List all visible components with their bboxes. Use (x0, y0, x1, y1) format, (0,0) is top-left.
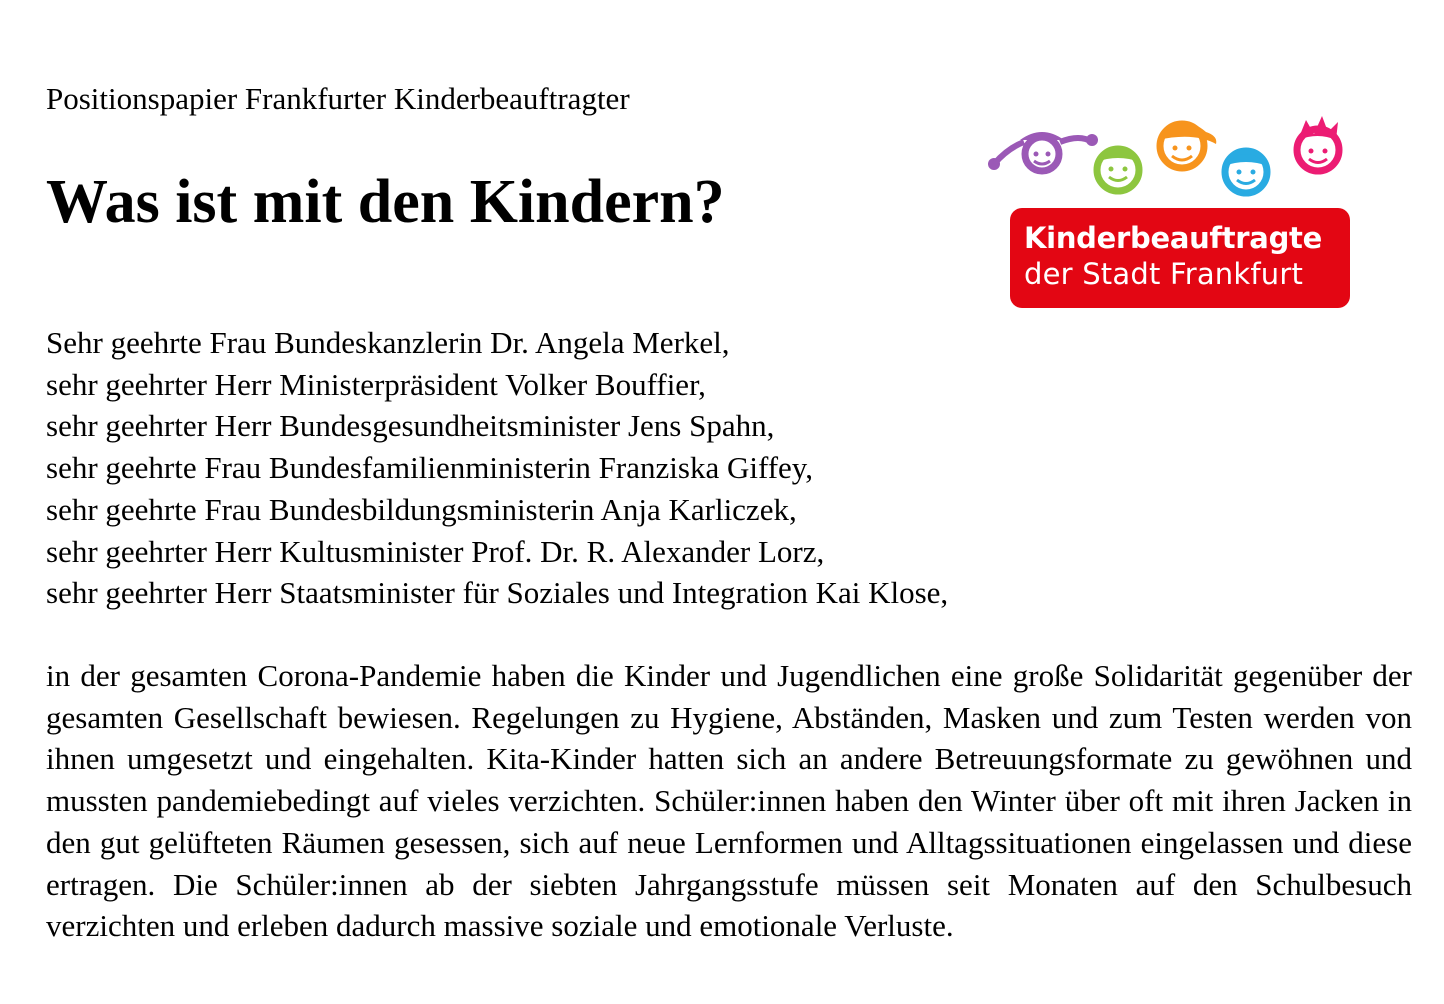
orange-child-face-icon (1158, 122, 1216, 168)
green-child-face-icon (1096, 149, 1140, 191)
blue-child-face-icon (1224, 151, 1268, 193)
body-paragraph: in der gesamten Corona-Pandemie haben die Kinder und Jugendlichen eine große Solidarität gegenüber der gesamten Gesellschaft bewiesen. Regelungen zu Hygiene, Abständen, Masken und zum Testen werden von ihnen umgesetzt und eingehalten. Kita-Kinder hatten sich an andere Betreuungsformate zu gewöhnen und mussten pandemiebedingt auf vieles verzichten. Schüler:innen haben den Winter über oft mit ihren Jacken in den gut gelüfteten Räumen gesessen, sich auf neue Lernformen und Alltagssituationen eingelassen und diese ertragen. Die Schüler:innen ab der siebten Jahrgangsstufe müssen seit Monaten auf den Schulbesuch verzichten und erleben dadurch massive soziale und emotionale Verluste. (46, 658, 1412, 944)
salutation-line: sehr geehrter Herr Kultusminister Prof. Dr. R. Alexander Lorz, (46, 533, 825, 569)
logo-text-box (1010, 208, 1350, 308)
salutation-line: sehr geehrte Frau Bundesfamilienministerin Franziska Giffey, (46, 450, 814, 486)
logo-line-1: Kinderbeauftragte (1024, 221, 1322, 255)
salutation-line: sehr geehrter Herr Staatsminister für Soziales und Integration Kai Klose, (46, 575, 949, 611)
salutation-line: Sehr geehrte Frau Bundeskanzlerin Dr. Angela Merkel, (46, 325, 730, 360)
logo-line-2: der Stadt Frankfurt (1024, 257, 1304, 291)
salutation-line: sehr geehrter Herr Bundesgesundheitsminister Jens Spahn, (46, 408, 775, 444)
salutation-line: sehr geehrte Frau Bundesbildungsministerin Anja Karliczek, (46, 491, 797, 527)
pink-child-face-icon (1297, 116, 1339, 171)
salutation-line: sehr geehrter Herr Ministerpräsident Volker Bouffier, (46, 366, 706, 402)
document-title: Was ist mit den Kindern? (46, 168, 725, 236)
children-faces-icon (980, 104, 1360, 214)
purple-child-face-icon (988, 132, 1098, 171)
kinderbeauftragte-logo (980, 104, 1360, 314)
document-subtitle: Positionspapier Frankfurter Kinderbeauftragter (46, 81, 630, 116)
salutation-block (46, 322, 948, 614)
